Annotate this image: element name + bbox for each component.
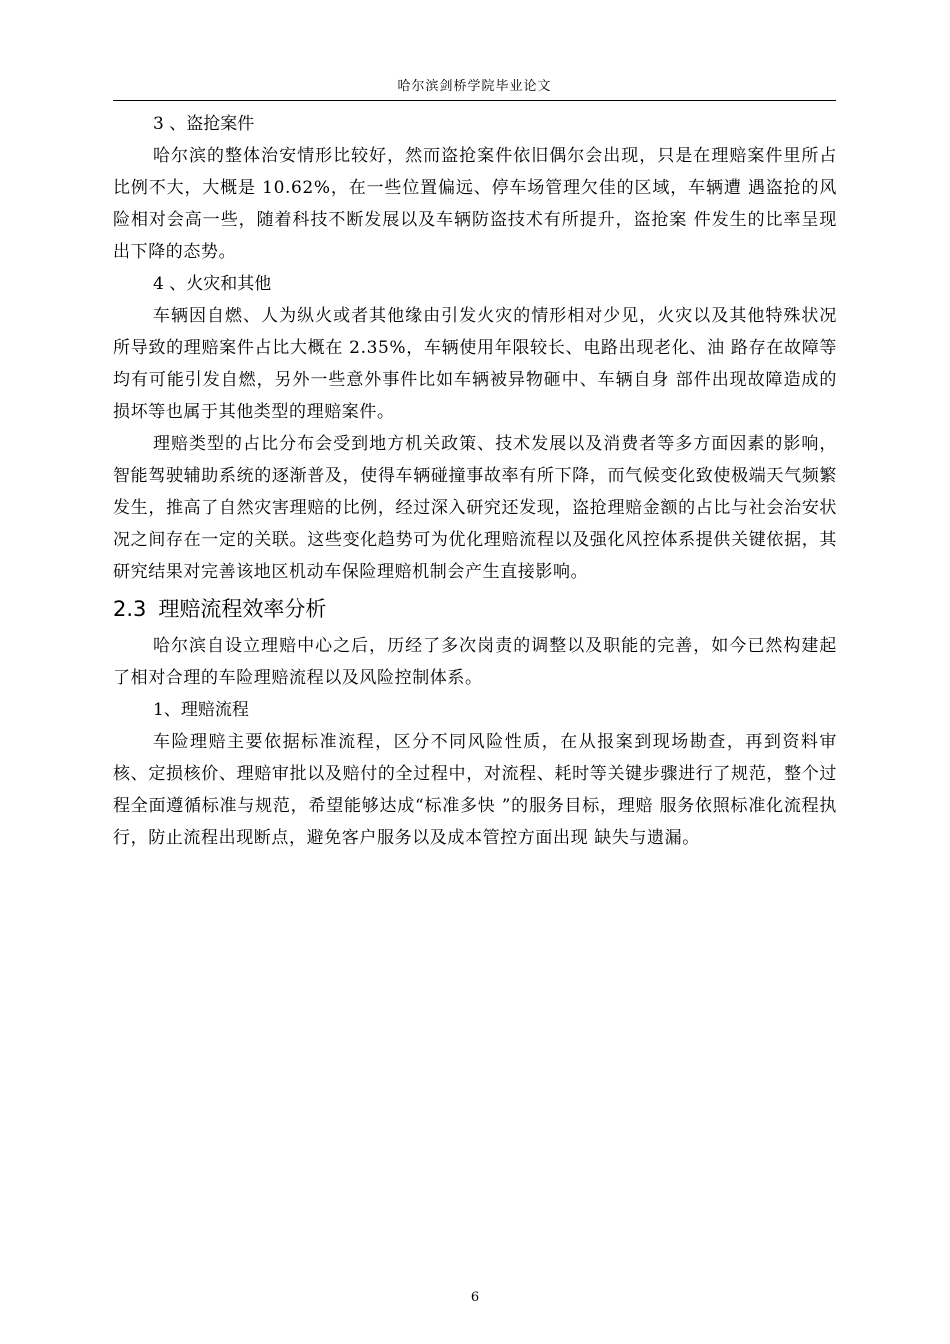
section-heading [113,592,837,626]
paragraph-theft-cases: 哈尔滨的整体治安情形比较好，然而盗抢案件依旧偶尔会出现，只是在理赔案件里所占比例不大，大概是 10.62%，在一些位置偏远、停车场管理欠佳的区域，车辆遭 遇盗抢的风险相对会高一些，随着科技不断发展以及车辆防盗技术有所提升，盗抢案 件发生的比率呈现出下降的态势。 [113,146,837,262]
header-divider [113,100,836,101]
paragraph-fire-and-other: 车辆因自燃、人为纵火或者其他缘由引发火灾的情形相对少见，火灾以及其他特殊状况所导致的理赔案件占比大概在 2.35%，车辆使用年限较长、电路出现老化、油 路存在故障等均有可能引发自燃，另外一些意外事件比如车辆被异物砸中、车辆自身 部件出现故障造成的损坏等也属于其他类型的理赔案件。 [113,306,837,422]
subheading-fire-and-other: 4 、火灾和其他 [153,274,272,294]
section-title: 理赔流程效率分析 [158,597,327,621]
paragraph-section-intro: 哈尔滨自设立理赔中心之后，历经了多次岗责的调整以及职能的完善，如今已然构建起了相对合理的车险理赔流程以及风险控制体系。 [113,636,837,688]
running-header: 哈尔滨剑桥学院毕业论文 [397,79,552,94]
paragraph-claim-process: 车险理赔主要依据标准流程，区分不同风险性质，在从报案到现场勘查，再到资料审核、定损核价、理赔审批以及赔付的全过程中，对流程、耗时等关键步骤进行了规范，整个过程全面遵循标准与规范，希望能够达成“标准多快 ”的服务目标，理赔 服务依照标准化流程执行，防止流程出现断点，避免客户服务以及成本管控方面出现 缺失与遗漏。 [113,732,837,848]
paragraph-claim-trends: 理赔类型的占比分布会受到地方机关政策、技术发展以及消费者等多方面因素的影响，智能驾驶辅助系统的逐渐普及，使得车辆碰撞事故率有所下降，而气候变化致使极端天气频繁发生，推高了自然灾害理赔的比例，经过深入研究还发现，盗抢理赔金额的占比与社会治安状况之间存在一定的关联。这些变化趋势可为优化理赔流程以及强化风控体系提供关键依据，其研究结果对完善该地区机动车保险理赔机制会产生直接影响。 [113,434,837,582]
subheading-theft-cases: 3 、盗抢案件 [153,114,255,134]
section-number: 2.3 [113,597,147,621]
page-number: 6 [470,1290,480,1305]
body-text [113,108,837,854]
subheading-claim-process: 1、理赔流程 [153,700,249,720]
